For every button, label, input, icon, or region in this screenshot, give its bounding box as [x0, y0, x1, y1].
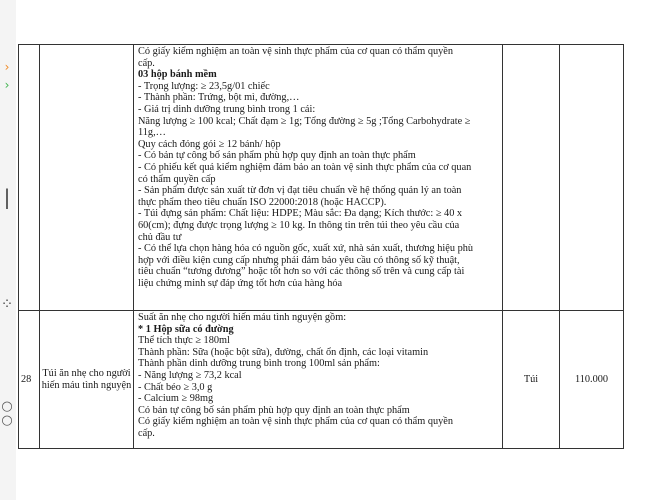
spec-line: - Calcium ≥ 98mg	[138, 393, 214, 405]
stt-cell	[19, 311, 40, 449]
orange-chevron-icon[interactable]: ›	[4, 60, 10, 74]
spec-line: - Thành phần: Trứng, bột mì, đường,…	[138, 92, 300, 104]
spec-line: Thành phần dinh dưỡng trung bình trong 100ml sản phẩm:	[138, 358, 380, 370]
table-row-28	[19, 311, 624, 449]
spec-line: Có giấy kiểm nghiệm an toàn vệ sinh thực phẩm của cơ quan có thẩm quyền	[138, 46, 453, 57]
spec-heading: 03 hộp bánh mềm	[138, 69, 217, 81]
quantity-cell	[560, 311, 624, 449]
stt-cell	[19, 45, 40, 311]
spec-line: - Giá trị dinh dưỡng trung bình trong 1 cái:	[138, 103, 316, 115]
spec-line: liệu chứng minh sự đáp ứng tốt hơn của hàng hóa	[138, 277, 343, 289]
table-row-previous	[19, 45, 624, 311]
quantity-cell	[560, 45, 624, 311]
circles-icon[interactable]: ○ ○	[1, 399, 13, 428]
unit-value: Túi	[523, 373, 539, 385]
spec-line: - Năng lượng ≥ 73,2 kcal	[138, 369, 242, 381]
viewer-side-toolbar	[0, 0, 17, 500]
spec-line: - Trọng lượng: ≥ 23,5g/01 chiếc	[138, 80, 270, 92]
spec-line: - Túi đựng sản phẩm: Chất liệu: HDPE; Màu sắc: Đa dạng; Kích thước: ≥ 40 x	[138, 208, 463, 220]
green-chevron-icon[interactable]: ›	[4, 78, 10, 92]
spec-line: tiêu chuẩn “tương đương” hoặc tốt hơn so với các thông số trên và cung cấp tài	[138, 266, 465, 278]
spec-cell-28	[134, 311, 503, 449]
spec-line: hợp với điều kiện cung cấp nhưng phải đảm bảo yêu cầu có thông số kỹ thuật,	[138, 254, 460, 266]
spec-line: Quy cách đóng gói ≥ 12 bánh/ hộp	[138, 138, 281, 150]
spec-line: - Có thể lựa chọn hàng hóa có nguồn gốc, xuất xứ, nhà sản xuất, thương hiệu phù	[138, 243, 474, 255]
spec-line: Suất ăn nhẹ cho người hiến máu tình nguyện gồm:	[138, 312, 347, 323]
spec-line: - Sản phẩm được sản xuất từ đơn vị đạt tiêu chuẩn về hệ thống quản lý an toàn	[138, 185, 462, 197]
spec-line: 60(cm); đựng được trọng lượng ≥ 10 kg. In thông tin trên túi theo yêu cầu của	[138, 219, 460, 231]
spec-line: cấp.	[138, 57, 155, 69]
spec-line: cấp.	[138, 427, 155, 439]
spec-line: - Có bản tự công bố sản phẩm phù hợp quy định an toàn thực phẩm	[138, 150, 416, 162]
spec-line: Thành phần: Sữa (hoặc bột sữa), đường, chất ổn định, các loại vitamin	[138, 346, 429, 358]
item-name-cell	[40, 311, 134, 449]
document-page	[16, 0, 650, 500]
spec-line: Có giấy kiểm nghiệm an toàn vệ sinh thực phẩm của cơ quan có thẩm quyền	[138, 416, 453, 428]
spec-line: chủ đầu tư	[138, 231, 182, 243]
spec-line: Thể tích thực ≥ 180ml	[138, 335, 230, 347]
unit-cell	[503, 311, 560, 449]
spec-heading: * 1 Hộp sữa có đường	[138, 323, 234, 335]
spec-line: thực phẩm theo tiêu chuẩn ISO 22000:2018 (hoặc HACCP).	[138, 196, 387, 208]
spec-line: có thẩm quyền cấp	[138, 173, 216, 185]
spec-line: - Chất béo ≥ 3,0 g	[138, 381, 213, 393]
spec-line: 11g,…	[138, 127, 166, 139]
quantity-value: 110.000	[574, 373, 609, 385]
spec-line: Năng lượng ≥ 100 kcal; Chất đạm ≥ 1g; Tổng đường ≥ 5g ;Tổng Carbohydrate ≥	[138, 115, 471, 127]
spec-table	[18, 44, 624, 449]
grid-icon[interactable]: ⁘	[0, 295, 14, 313]
spec-line: - Có phiếu kết quả kiểm nghiệm đảm bảo an toàn vệ sinh thực phẩm của cơ quan	[138, 161, 472, 173]
item-name: Túi ăn nhẹ cho người hiến máu tình nguyện	[41, 367, 132, 391]
spec-line: Có bản tự công bố sản phẩm phù hợp quy định an toàn thực phẩm	[138, 404, 410, 416]
item-name-cell	[40, 45, 134, 311]
unit-cell	[503, 45, 560, 311]
vertical-line-icon: |	[3, 185, 11, 209]
spec-cell-previous	[134, 45, 503, 311]
row-number: 28	[21, 373, 32, 385]
